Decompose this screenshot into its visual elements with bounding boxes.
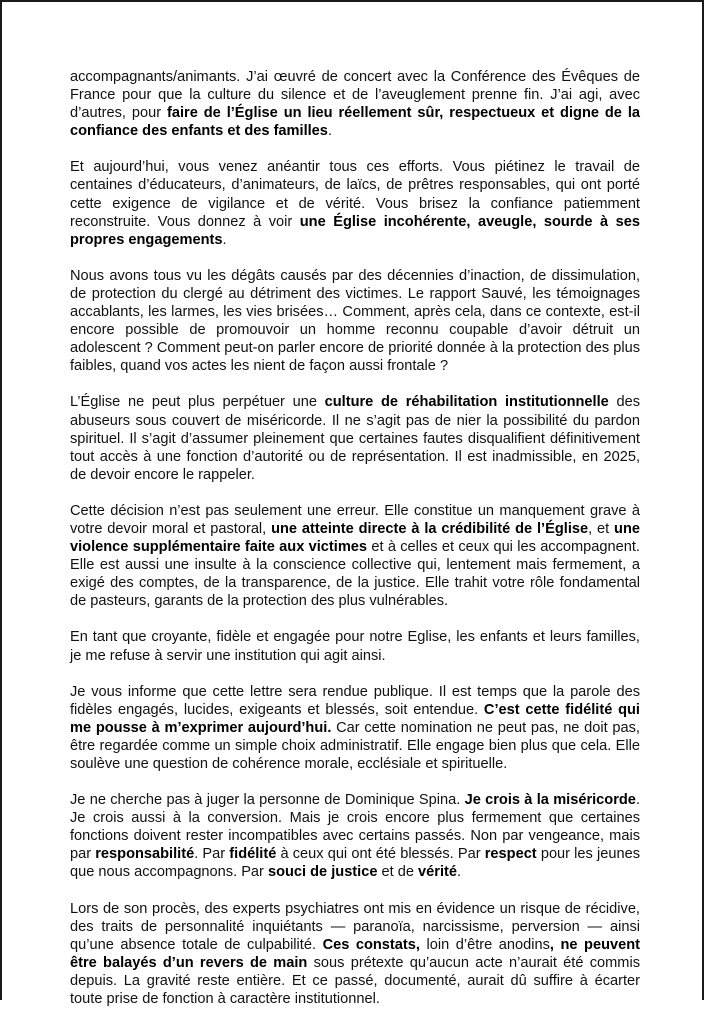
paragraph-text: L’Église ne peut plus perpétuer une (70, 394, 325, 411)
letter-paragraph (70, 900, 640, 1009)
paragraph-text: pour les jeunes que nous accompagnons. Par (70, 846, 640, 881)
paragraph-text: à ceux qui ont été blessés. Par (276, 846, 485, 863)
paragraph-text: Lors de son procès, des experts psychiatres ont mis en évidence un risque de récidive, des traits de personnalité inquiétants — paranoïa, narcissisme, perversion — ainsi qu’une absence totale de culpabilité. (70, 900, 640, 953)
emphasized-text: une atteinte directe à la crédibilité de l’Église (271, 520, 589, 537)
emphasized-text: C’est cette fidélité qui me pousse à m’exprimer aujourd’hui. (70, 701, 640, 736)
emphasized-text: une violence supplémentaire faite aux victimes (70, 520, 640, 556)
emphasized-text: souci de justice (267, 864, 378, 881)
emphasized-text: fidélité (229, 846, 277, 863)
paragraph-text: loin d’être anodins (419, 936, 550, 953)
emphasized-text: Ces constats, (322, 936, 420, 953)
letter-paragraph (70, 628, 640, 664)
emphasized-text: Je crois à la miséricorde (464, 792, 636, 809)
paragraph-text: . Je crois aussi à la conversion. Mais je crois encore plus fermement que certaines fonctions doivent rester incompatibles avec certains passés. Non par vengeance, mais par (70, 792, 640, 863)
paragraph-text: et à celles et ceux qui les accompagnent. Elle est aussi une insulte à la conscience collective qui, lentement mais fermement, a exigé des comptes, de la transparence, de la justice. Elle trahit votre rôle fondamental de pasteurs, garants de la protection des plus vulnérables. (70, 539, 640, 610)
letter-paragraph (70, 683, 640, 773)
paragraph-text: . Par (194, 846, 230, 863)
emphasized-text: faire de l’Église un lieu réellement sûr, respectueux et digne de la confiance des enfants et des familles (70, 105, 640, 140)
paragraph-text: accompagnants/animants. J’ai œuvré de concert avec la Conférence des Évêques de France pour que la culture du silence et de l’aveuglement prenne fin. J’ai agi, avec d’autres, pour (70, 69, 640, 122)
paragraph-text: En tant que croyante, fidèle et engagée pour notre Eglise, les enfants et leurs familles, je me refuse à servir une institution qui agit ainsi. (70, 629, 640, 664)
paragraph-text: Car cette nomination ne peut pas, ne doit pas, être regardée comme un simple choix administratif. Elle engage bien plus que cela. Elle soulève une question de cohérence morale, ecclésiale et spirituelle. (70, 719, 640, 772)
paragraph-text: Je vous informe que cette lettre sera rendue publique. Il est temps que la parole des fidèles engagés, lucides, exigeants et blessés, soit entendue. (70, 683, 640, 718)
paragraph-text: sous prétexte qu’aucun acte n’aurait été commis depuis. La gravité reste entière. Et ce passé, documenté, aurait dû suffire à écarter toute prise de fonction à caractère institutionnel. (70, 954, 640, 1008)
emphasized-text: responsabilité (95, 846, 195, 863)
paragraph-text: . (222, 231, 227, 248)
letter-paragraph (70, 502, 640, 611)
letter-paragraph (70, 393, 640, 483)
paragraph-text: . (327, 123, 332, 140)
emphasized-text: culture de réhabilitation institutionnelle (324, 394, 609, 411)
paragraph-text: Nous avons tous vu les dégâts causés par des décennies d’inaction, de dissimulation, de protection du clergé au détriment des victimes. Le rapport Sauvé, les témoignages accablants, les larmes, les vies brisées… Comment, après cela, dans ce contexte, est-il encore possible de promouvoir un homme reconnu coupable d’avoir détruit un adolescent ? Comment peut-on parler encore de priorité donnée à la protection des plus faibles, quand vos actes les nient de façon aussi frontale ? (70, 267, 640, 375)
paragraph-text: , et (588, 520, 615, 537)
emphasized-text: , ne peuvent être balayés d’un revers de main (70, 936, 640, 971)
letter-paragraph (70, 158, 640, 248)
emphasized-text: respect (484, 846, 537, 863)
paragraph-text: . (457, 864, 462, 881)
letter-paragraph (70, 68, 640, 140)
paragraph-text: Je ne cherche pas à juger la personne de Dominique Spina. (70, 792, 465, 809)
letter-paragraph (70, 267, 640, 376)
emphasized-text: vérité (418, 864, 457, 881)
letter-body (70, 68, 640, 1026)
emphasized-text: une Église incohérente, aveugle, sourde à ses propres engagements (70, 213, 640, 248)
paragraph-text: des abuseurs sous couvert de miséricorde. Il ne s’agit pas de nier la possibilité du pardon spirituel. Il s’agit d’assumer pleinement que certaines fautes disqualifient définitivement tout accès à une fonction d’autorité ou de représentation. Il est inadmissible, en 2025, de devoir encore le rappeler. (70, 394, 640, 483)
paragraph-text: Et aujourd’hui, vous venez anéantir tous ces efforts. Vous piétinez le travail de centaines d’éducateurs, d’animateurs, de laïcs, de prêtres responsables, qui ont porté cette exigence de vigilance et de vérité. Vous brisez la confiance patiemment reconstruite. Vous donnez à voir (70, 159, 640, 230)
letter-paragraph (70, 791, 640, 881)
paragraph-text: et de (377, 864, 419, 881)
paragraph-text: Cette décision n’est pas seulement une erreur. Elle constitue un manquement grave à votre devoir moral et pastoral, (70, 502, 640, 537)
